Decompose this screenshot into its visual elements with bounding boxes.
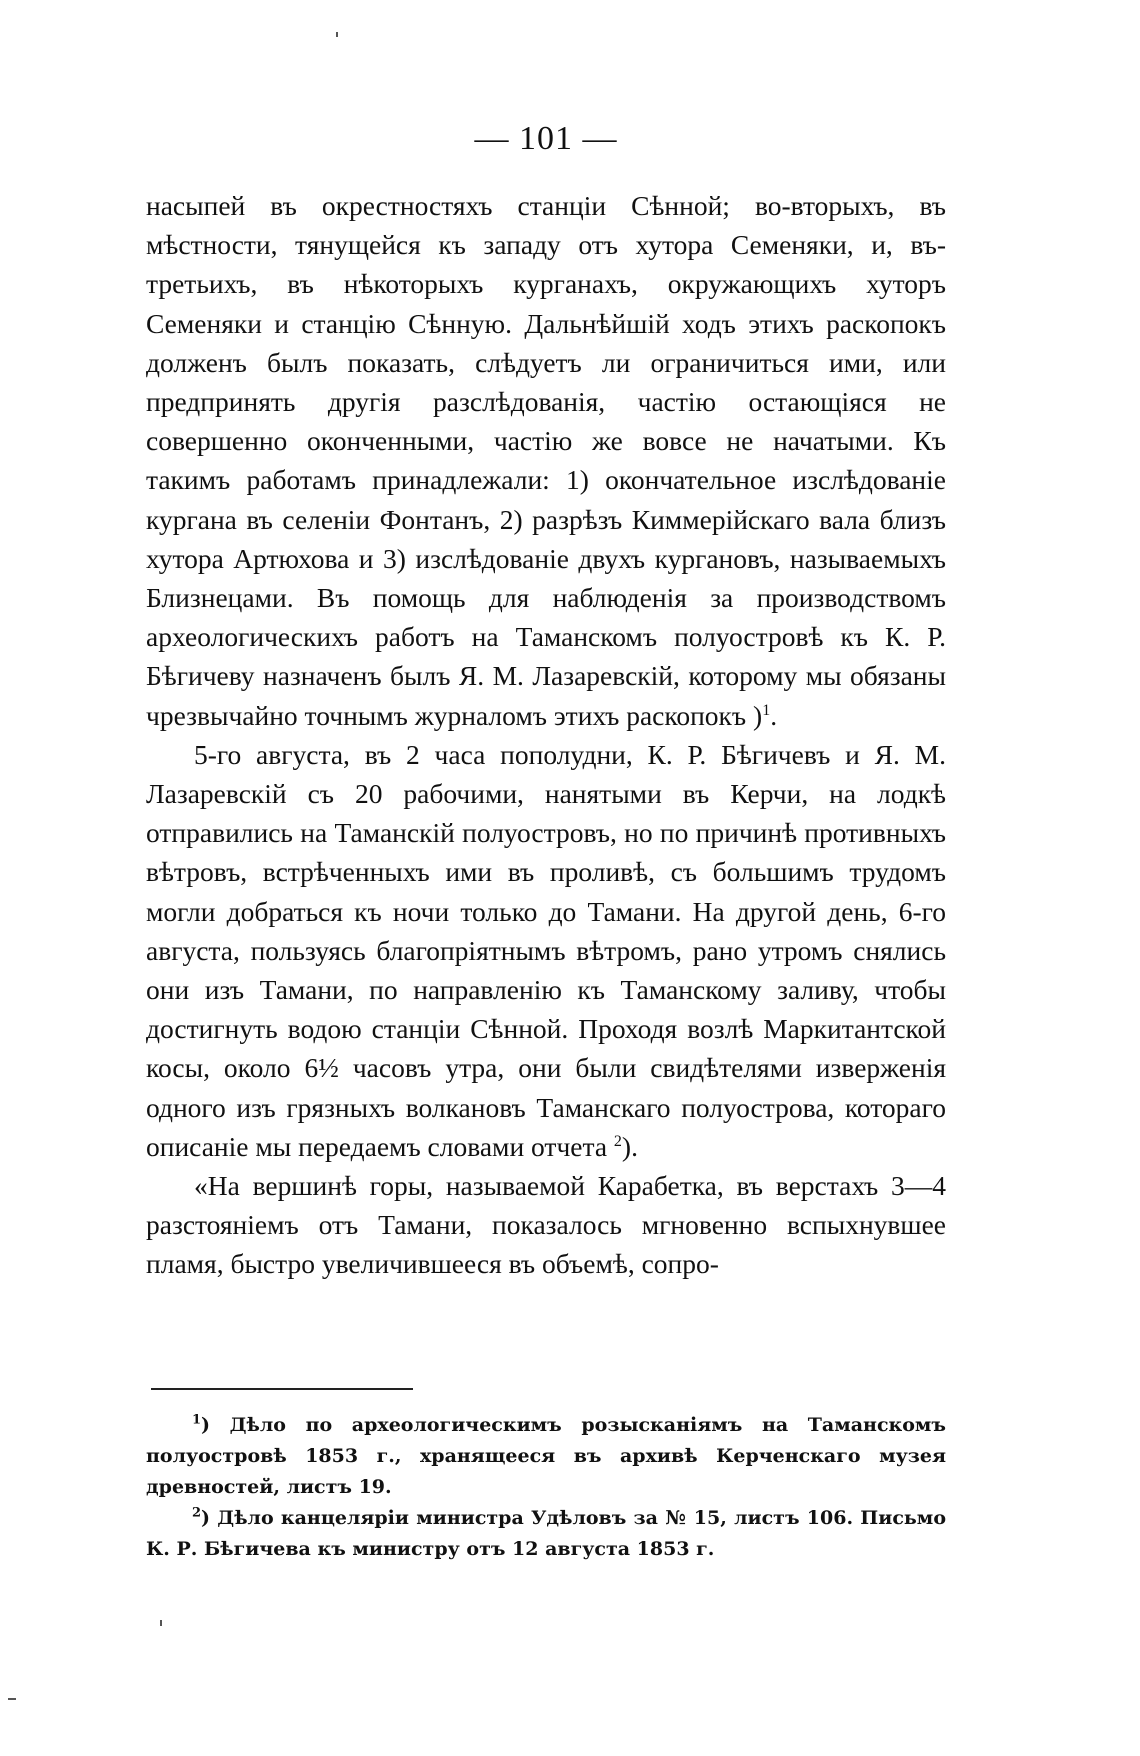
scan-speck [160,1620,162,1626]
footnote-mark: 2 [192,1505,202,1521]
page-number: — 101 — [474,120,618,157]
footnotes [146,1410,946,1565]
paragraph-text: насыпей въ окрестностяхъ станціи Сѣнной; во-вторыхъ, въ мѣстности, тянущейся къ западу отъ хутора Семеняки, и, въ-третьихъ, въ нѣкоторыхъ курганахъ, окружающихъ хуторъ Семеняки и станцію Сѣнную. Дальнѣйшій ходъ этихъ раскопокъ долженъ былъ показать, слѣдуетъ ли ограничиться ими, или предпринять другія разслѣдованія, частію остающіяся не совершенно оконченными, частію же вовсе не начатыми. Къ такимъ работамъ принадлежали: 1) окончательное изслѣдованіе кургана въ селеніи Фонтанъ, 2) разрѣзъ Киммерійскаго вала близъ хутора Артюхова и 3) изслѣдованіе двухъ кургановъ, называемыхъ Близнецами. Въ помощь для наблюденія за производствомъ археологическихъ работъ на Таманскомъ полуостровѣ къ К. Р. Бѣгичеву назначенъ былъ Я. М. Лазаревскій, которому мы обязаны чрезвычайно точнымъ журналомъ этихъ раскопокъ [146,190,946,731]
footnote-ref[interactable]: 1 [762,701,771,719]
footnote-text: Дѣло канцеляріи министра Удѣловъ за № 15, листъ 106. Письмо К. Р. Бѣгичева къ министру отъ 12 августа 1853 г. [146,1507,946,1560]
scan-speck [336,32,338,37]
paragraph: 5-го августа, въ 2 часа пополудни, К. Р. Бѣгичевъ и Я. М. Лазаревскій съ 20 рабочими, нанятыми въ Керчи, на лодкѣ отправились на Таманскій полуостровъ, но по причинѣ противныхъ вѣтровъ, встрѣченныхъ ими въ проливѣ, съ большимъ трудомъ могли добраться къ ночи только до Тамани. На другой день, 6-го августа, пользуясь благопріятнымъ вѣтромъ, рано утромъ снялись они изъ Тамани, по направленію къ Таманскому заливу, чтобы достигнуть водою станціи Сѣнной. Проходя возлѣ Маркитантской косы, около 6½ часовъ утра, они были свидѣтелями изверженія одного изъ грязныхъ волкановъ Таманскаго полуострова, котораго описаніе мы передаемъ словами отчета $^2$). [146,738,946,1162]
paragraph [146,1166,946,1284]
paragraph-text: «На вершинѣ горы, называемой Карабетка, въ верстахъ 3—4 разстояніемъ отъ Тамани, показалось мгновенно вспыхнувшее пламя, быстро увеличившееся въ объемѣ, сопро- [146,1170,946,1280]
footnote: $^1$) Дѣло по археологическимъ розысканіямъ на Таманскомъ полуостровѣ 1853 г., хранящееся въ архивѣ Керченскаго музея древностей, листъ 19. [146,1412,946,1498]
paragraph-text: 5-го августа, въ 2 часа пополудни, К. Р. Бѣгичевъ и Я. М. Лазаревскій съ 20 рабочими, нанятыми въ Керчи, на лодкѣ отправились на Таманскій полуостровъ, но по причинѣ противныхъ вѣтровъ, встрѣченныхъ ими въ проливѣ, съ большимъ трудомъ могли добраться къ ночи только до Тамани. На другой день, 6-го августа, пользуясь благопріятнымъ вѣтромъ, рано утромъ снялись они изъ Тамани, по направленію къ Таманскому заливу, чтобы достигнуть водою станціи Сѣнной. Проходя возлѣ Маркитантской косы, около 6½ часовъ утра, они были свидѣтелями изверженія одного изъ грязныхъ волкановъ Таманскаго полуострова, котораго описаніе мы передаемъ словами отчета [146,738,946,1162]
paragraph: насыпей въ окрестностяхъ станціи Сѣнной; во-вторыхъ, въ мѣстности, тянущейся къ западу отъ хутора Семеняки, и, въ-третьихъ, въ нѣкоторыхъ курганахъ, окружающихъ хуторъ Семеняки и станцію Сѣнную. Дальнѣйшій ходъ этихъ раскопокъ долженъ былъ показать, слѣдуетъ ли ограничиться ими, или предпринять другія разслѣдованія, частію остающіяся не совершенно оконченными, частію же вовсе не начатыми. Къ такимъ работамъ принадлежали: 1) окончательное изслѣдованіе кургана въ селеніи Фонтанъ, 2) разрѣзъ Киммерійскаго вала близъ хутора Артюхова и 3) изслѣдованіе двухъ кургановъ, называемыхъ Близнецами. Въ помощь для наблюденія за производствомъ археологическихъ работъ на Таманскомъ полуостровѣ къ К. Р. Бѣгичеву назначенъ былъ Я. М. Лазаревскій, которому мы обязаны чрезвычайно точнымъ журналомъ этихъ раскопокъ )$^1$. [146,190,946,731]
footnote-mark: 1 [192,1412,202,1428]
footnote: $^2$) Дѣло канцеляріи министра Удѣловъ за № 15, листъ 106. Письмо К. Р. Бѣгичева къ министру отъ 12 августа 1853 г. [146,1505,946,1560]
book-page [146,0,946,1756]
footnote-divider [151,1388,413,1390]
body-text [146,186,946,1284]
footnote-ref[interactable]: 2 [613,1132,622,1150]
footnote-text: Дѣло по археологическимъ розысканіямъ на Таманскомъ полуостровѣ 1853 г., хранящееся въ архивѣ Керченскаго музея древностей, листъ 19. [146,1414,946,1498]
scan-speck [8,1698,16,1700]
